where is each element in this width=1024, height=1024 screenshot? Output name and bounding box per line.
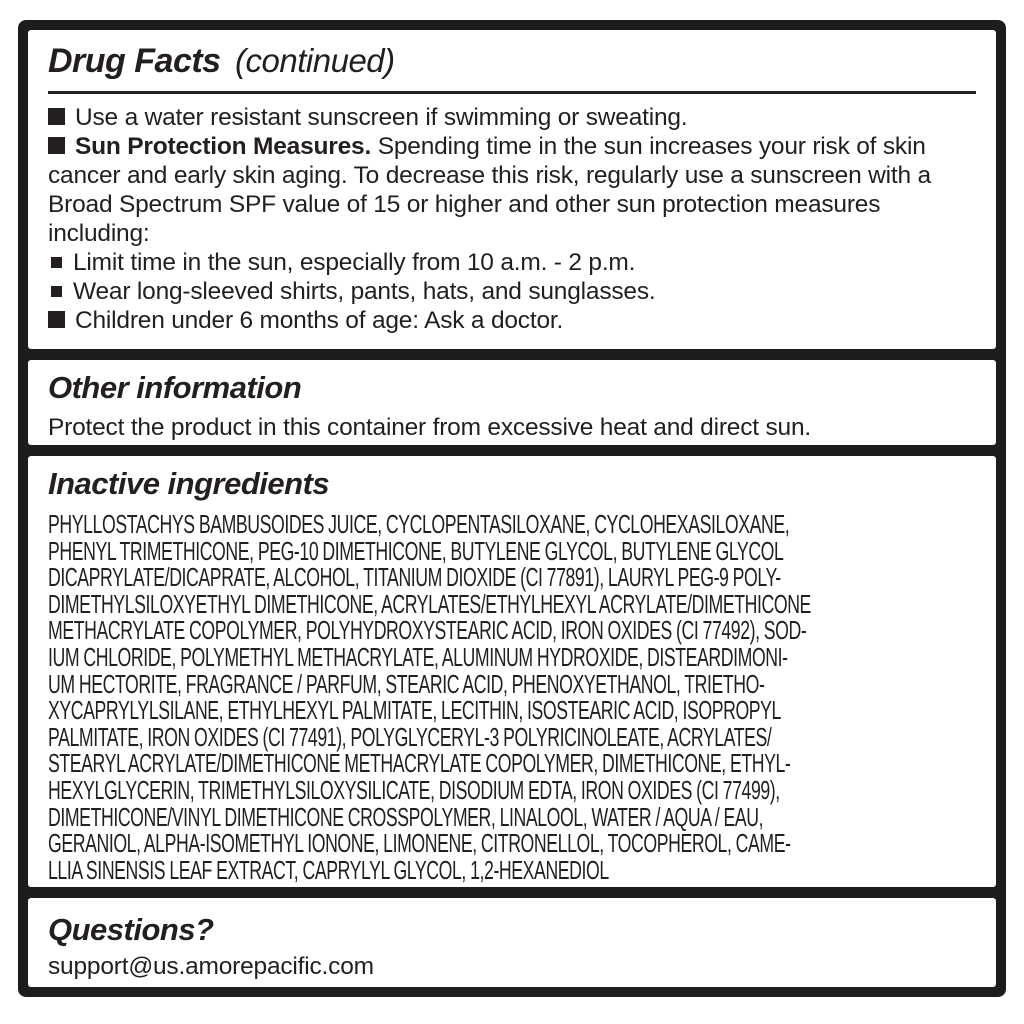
drug-facts-label xyxy=(18,20,1006,997)
ingredient-line: PALMITATE, IRON OXIDES (CI 77491), POLYGLYCERYL-3 POLYRICINOLEATE, ACRYLATES/ xyxy=(48,721,772,752)
warning-item xyxy=(48,248,976,277)
other-information-text: Protect the product in this container from excessive heat and direct sun. xyxy=(48,414,812,441)
drug-facts-title-row xyxy=(48,42,976,81)
other-information-panel xyxy=(28,360,996,445)
drug-facts-title-continued: (continued) xyxy=(235,42,395,79)
warning-text: Limit time in the sun, especially from 10 a.m. - 2 p.m. xyxy=(73,249,636,276)
ingredient-line: STEARYL ACRYLATE/DIMETHICONE METHACRYLATE COPOLYMER, DIMETHICONE, ETHYL- xyxy=(48,748,791,779)
ingredients-list xyxy=(48,511,980,883)
inactive-ingredients-panel xyxy=(28,456,996,887)
warning-text: Spending time in the sun increases your risk of skin cancer and early skin aging. To decrease this risk, regularly use a sunscreen with a Broad Spectrum SPF value of 15 or higher and other sun protection measures including: xyxy=(48,133,931,247)
ingredient-line: DICAPRYLATE/DICAPRATE, ALCOHOL, TITANIUM DIOXIDE (CI 77891), LAURYL PEG-9 POLY- xyxy=(48,562,781,593)
warning-text: Wear long-sleeved shirts, pants, hats, and sunglasses. xyxy=(73,278,656,305)
warning-item xyxy=(48,306,976,335)
ingredient-line: GERANIOL, ALPHA-ISOMETHYL IONONE, LIMONENE, CITRONELLOL, TOCOPHEROL, CAME- xyxy=(48,828,791,859)
ingredient-line: DIMETHICONE/VINYL DIMETHICONE CROSSPOLYMER, LINALOOL, WATER / AQUA / EAU, xyxy=(48,801,764,832)
ingredient-line: XYCAPRYLYLSILANE, ETHYLHEXYL PALMITATE, LECITHIN, ISOSTEARIC ACID, ISOPROPYL xyxy=(48,695,781,726)
ingredient-line: LLIA SINENSIS LEAF EXTRACT, CAPRYLYL GLYCOL, 1,2-HEXANEDIOL xyxy=(48,854,609,885)
questions-title: Questions? xyxy=(48,912,214,947)
inactive-ingredients-title: Inactive ingredients xyxy=(48,466,330,501)
other-information-title: Other information xyxy=(48,370,302,405)
ingredient-line: METHACRYLATE COPOLYMER, POLYHYDROXYSTEARIC ACID, IRON OXIDES (CI 77492), SOD- xyxy=(48,615,807,646)
bullet-square-icon xyxy=(48,108,65,125)
warnings-list xyxy=(48,103,976,335)
bullet-square-small-icon xyxy=(51,257,62,268)
ingredient-line: PHYLLOSTACHYS BAMBUSOIDES JUICE, CYCLOPENTASILOXANE, CYCLOHEXASILOXANE, xyxy=(48,509,790,539)
bullet-square-icon xyxy=(48,137,65,154)
title-divider-rule xyxy=(48,91,976,94)
warning-text: Children under 6 months of age: Ask a doctor. xyxy=(75,307,564,334)
ingredient-line: HEXYLGLYCERIN, TRIMETHYLSILOXYSILICATE, DISODIUM EDTA, IRON OXIDES (CI 77499), xyxy=(48,774,780,805)
bullet-square-icon xyxy=(48,311,65,328)
ingredient-line: PHENYL TRIMETHICONE, PEG-10 DIMETHICONE, BUTYLENE GLYCOL, BUTYLENE GLYCOL xyxy=(48,535,784,566)
contact-email: support@us.amorepacific.com xyxy=(48,953,374,980)
drug-facts-title: Drug Facts xyxy=(48,42,221,80)
ingredient-line: UM HECTORITE, FRAGRANCE / PARFUM, STEARIC ACID, PHENOXYETHANOL, TRIETHO- xyxy=(48,668,765,699)
questions-panel xyxy=(28,898,996,987)
ingredient-line: DIMETHYLSILOXYETHYL DIMETHICONE, ACRYLATES/ETHYLHEXYL ACRYLATE/DIMETHICONE xyxy=(48,588,811,619)
bullet-square-small-icon xyxy=(51,286,62,297)
ingredient-line: IUM CHLORIDE, POLYMETHYL METHACRYLATE, ALUMINUM HYDROXIDE, DISTEARDIMONI- xyxy=(48,641,788,672)
warning-item xyxy=(48,132,976,248)
warning-item xyxy=(48,103,976,132)
warning-bold-text: Sun Protection Measures. xyxy=(75,133,372,160)
drug-facts-panel xyxy=(28,30,996,349)
warning-text: Use a water resistant sunscreen if swimming or sweating. xyxy=(75,104,688,131)
warning-item xyxy=(48,277,976,306)
